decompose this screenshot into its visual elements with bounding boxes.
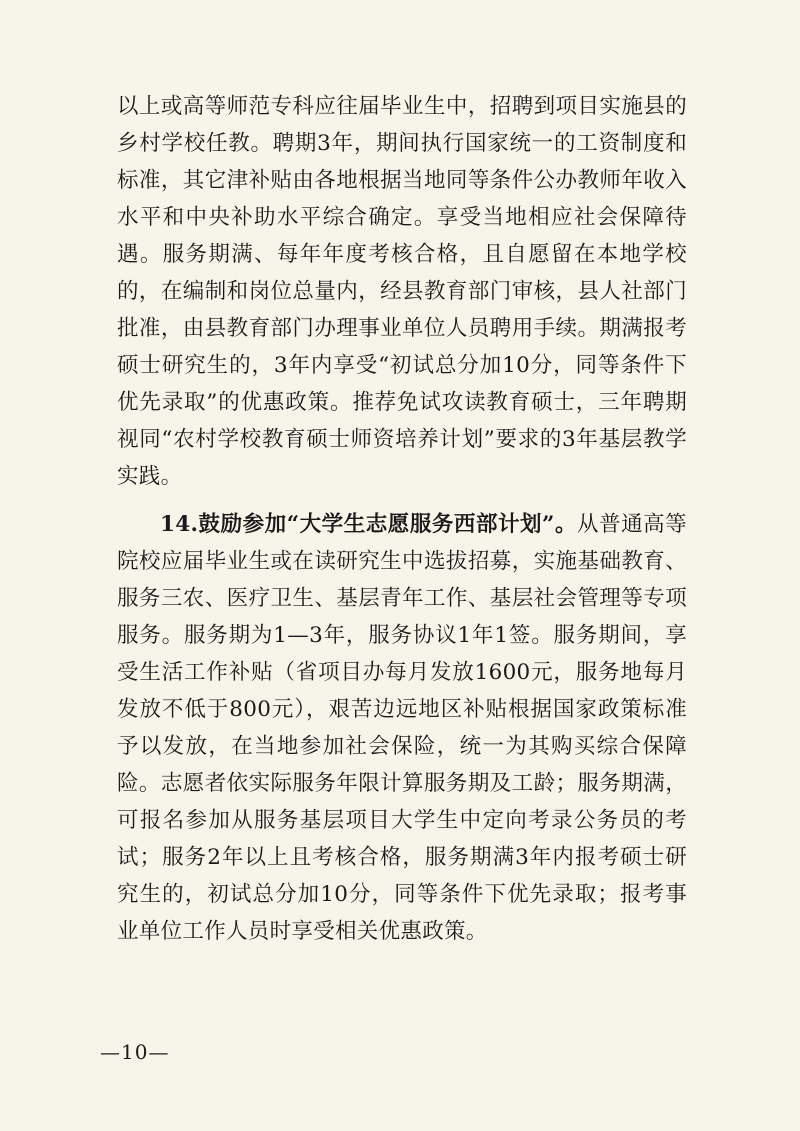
section-body: 从普通高等院校应届毕业生或在读研究生中选拔招募，实施基础教育、服务三农、医疗卫生、基层青年工作、基层社会管理等专项服务。服务期为1—3年，服务协议1年1签。服务期间，享受生活工作补贴（省项目办每月发放1600元，服务地每月发放不低于800元），艰苦边远地区补贴根据国家政策标准予以发放，在当地参加社会保险，统一为其购买综合保障险。志愿者依实际服务年限计算服务期及工龄；服务期满，可报名参加从服务基层项目大学生中定向考录公务员的考试；服务2年以上且考核合格，服务期满3年内报考硕士研究生的，初试总分加10分，同等条件下优先录取；报考事业单位工作人员时享受相关优惠政策。 <box>117 512 687 944</box>
page-number: —10— <box>100 1040 170 1064</box>
section-heading: 14.鼓励参加“大学生志愿服务西部计划”。 <box>160 512 578 537</box>
paragraph-teacher-program: 以上或高等师范专科应往届毕业生中，招聘到项目实施县的乡村学校任教。聘期3年，期间执行国家统一的工资制度和标准，其它津补贴由各地根据当地同等条件公办教师年收入水平和中央补助水平综合确定。享受当地相应社会保障待遇。服务期满、每年年度考核合格，且自愿留在本地学校的，在编制和岗位总量内，经县教育部门审核，县人社部门批准，由县教育部门办理事业单位人员聘用手续。期满报考硕士研究生的，3年内享受“初试总分加10分，同等条件下优先录取”的优惠政策。推荐免试攻读教育硕士，三年聘期视同“农村学校教育硕士师资培养计划”要求的3年基层教学实践。 <box>117 94 687 489</box>
body-text-continued <box>117 88 687 495</box>
paragraph-western-volunteer-program <box>117 506 687 950</box>
body-text-section-14 <box>117 506 687 950</box>
